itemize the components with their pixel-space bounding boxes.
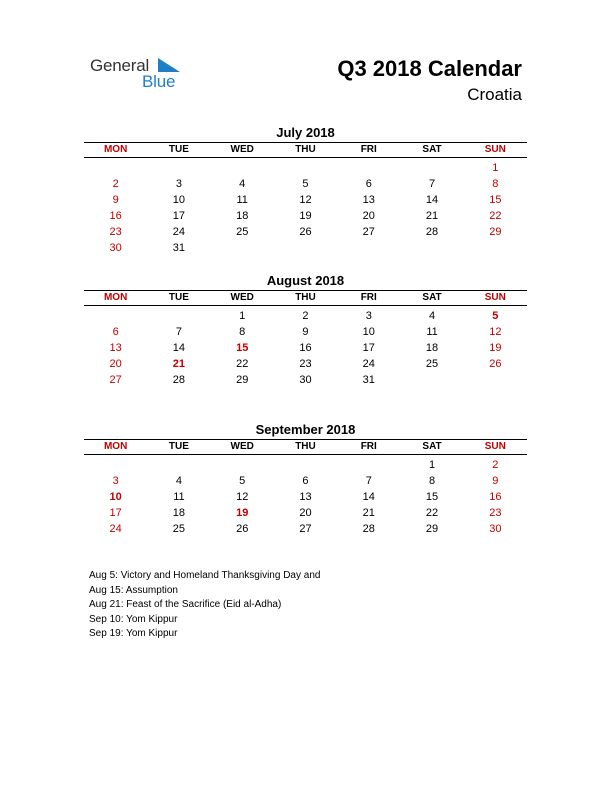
day-cell: 21 [425, 210, 439, 222]
day-cell [211, 457, 274, 473]
weekday-label: MON [103, 292, 128, 303]
day-cell: 1 [492, 162, 499, 174]
month-weeks [84, 308, 527, 388]
holiday-item: Aug 5: Victory and Homeland Thanksgiving Day and [89, 570, 321, 581]
day-cell: 23 [299, 358, 312, 370]
week-row [84, 521, 527, 537]
day-cell: 7 [428, 178, 436, 190]
day-cell: 10 [362, 326, 375, 338]
month-weeks [84, 160, 527, 256]
day-cell: 26 [299, 226, 312, 238]
day-cell: 16 [299, 342, 312, 354]
day-cell [400, 372, 463, 388]
day-cell [464, 240, 527, 256]
day-cell: 11 [173, 491, 185, 503]
day-cell [337, 160, 400, 176]
day-cell: 19 [299, 210, 312, 222]
day-cell: 2 [112, 178, 119, 190]
day-cell: 30 [109, 242, 122, 254]
day-cell: 22 [425, 507, 439, 519]
day-cell: 2 [492, 459, 499, 471]
day-cell: 3 [365, 310, 372, 322]
holiday-item: Aug 21: Feast of the Sacrifice (Eid al-Adha) [89, 599, 282, 610]
logo-triangle-icon [158, 58, 180, 72]
day-cell: 21 [172, 358, 186, 370]
day-cell: 27 [109, 374, 122, 386]
day-cell: 25 [425, 358, 439, 370]
day-cell: 20 [362, 210, 375, 222]
day-cell: 4 [428, 310, 436, 322]
day-cell: 15 [425, 491, 439, 503]
weekday-label: SUN [484, 441, 506, 452]
day-cell: 30 [299, 374, 312, 386]
day-cell: 28 [425, 226, 439, 238]
day-cell [147, 160, 210, 176]
day-cell: 9 [492, 475, 499, 487]
logo-general-text: General [90, 56, 150, 75]
day-cell: 11 [236, 194, 248, 206]
day-cell: 3 [112, 475, 119, 487]
day-cell: 18 [425, 342, 439, 354]
day-cell [337, 457, 400, 473]
week-row [84, 505, 527, 521]
day-cell: 29 [489, 226, 502, 238]
day-cell: 12 [299, 194, 312, 206]
day-cell: 29 [236, 374, 249, 386]
day-cell: 5 [492, 310, 499, 322]
holiday-item: Sep 10: Yom Kippur [89, 613, 178, 625]
weekday-label: WED [230, 441, 254, 452]
day-cell: 31 [362, 374, 375, 386]
day-cell: 23 [109, 226, 122, 238]
weekday-label: SUN [484, 144, 506, 155]
weekday-label: TUE [168, 144, 189, 155]
week-row [84, 176, 527, 192]
day-cell: 25 [172, 523, 186, 535]
weekday-label: FRI [360, 144, 377, 155]
weekday-label: TUE [168, 292, 189, 303]
day-cell: 9 [302, 326, 309, 338]
week-row [84, 324, 527, 340]
day-cell: 18 [172, 507, 186, 519]
day-cell: 5 [302, 178, 309, 190]
day-cell: 26 [489, 358, 502, 370]
day-cell: 1 [428, 459, 436, 471]
weekday-label: FRI [360, 292, 377, 303]
day-cell [464, 372, 527, 388]
weekday-label: THU [295, 144, 316, 155]
day-cell: 13 [362, 194, 375, 206]
day-cell: 11 [426, 326, 438, 338]
month-title: July 2018 [276, 125, 335, 140]
day-cell: 22 [489, 210, 502, 222]
day-cell [274, 240, 337, 256]
day-cell [400, 160, 463, 176]
weekday-label: THU [295, 292, 316, 303]
day-cell: 1 [239, 310, 246, 322]
month-september [84, 421, 527, 537]
day-cell: 7 [175, 326, 182, 338]
day-cell: 12 [489, 326, 502, 338]
day-cell: 7 [365, 475, 372, 487]
week-row [84, 208, 527, 224]
month-august [84, 272, 527, 388]
holiday-item: Sep 19: Yom Kippur [89, 628, 178, 639]
day-cell: 17 [109, 507, 122, 519]
holiday-list [89, 569, 320, 642]
day-cell [147, 308, 210, 324]
weekday-header [84, 142, 527, 158]
day-cell: 20 [109, 358, 122, 370]
day-cell: 15 [236, 342, 249, 354]
weekday-label: FRI [360, 441, 377, 452]
page-title: Q3 2018 Calendar [337, 56, 522, 81]
day-cell: 24 [172, 226, 186, 238]
day-cell: 21 [362, 507, 375, 519]
week-row [84, 224, 527, 240]
weekday-label: SUN [484, 292, 506, 303]
weekday-label: SAT [422, 441, 442, 452]
month-title: August 2018 [266, 273, 345, 288]
day-cell [211, 240, 274, 256]
day-cell: 10 [109, 491, 122, 503]
logo-blue-text: Blue [142, 72, 176, 91]
day-cell [211, 160, 274, 176]
month-july [84, 124, 527, 256]
day-cell: 14 [172, 342, 186, 354]
holiday-item: Aug 15: Assumption [89, 584, 178, 596]
day-cell: 3 [175, 178, 182, 190]
day-cell: 4 [239, 178, 246, 190]
day-cell: 19 [236, 507, 249, 519]
weekday-label: MON [103, 144, 128, 155]
page-subtitle: Croatia [467, 85, 522, 104]
day-cell: 16 [489, 491, 502, 503]
day-cell: 29 [425, 523, 439, 535]
day-cell: 17 [362, 342, 375, 354]
weekday-header [84, 290, 527, 306]
month-weeks [84, 457, 527, 537]
weekday-label: TUE [168, 441, 189, 452]
day-cell: 31 [172, 242, 186, 254]
month-title: September 2018 [255, 422, 356, 437]
day-cell: 9 [112, 194, 119, 206]
day-cell: 23 [489, 507, 502, 519]
day-cell: 12 [236, 491, 249, 503]
day-cell: 14 [425, 194, 439, 206]
day-cell: 13 [109, 342, 122, 354]
weekday-label: MON [103, 441, 128, 452]
day-cell: 30 [489, 523, 502, 535]
week-row [84, 240, 527, 256]
day-cell [400, 240, 463, 256]
weekday-header [84, 439, 527, 455]
day-cell: 24 [109, 523, 122, 535]
weekday-label: WED [230, 292, 254, 303]
day-cell: 15 [489, 194, 502, 206]
week-row [84, 160, 527, 176]
day-cell: 26 [236, 523, 249, 535]
day-cell: 18 [236, 210, 249, 222]
week-row [84, 308, 527, 324]
week-row [84, 457, 527, 473]
day-cell: 5 [239, 475, 246, 487]
week-row [84, 356, 527, 372]
day-cell: 8 [428, 475, 436, 487]
day-cell: 25 [236, 226, 249, 238]
weekday-label: SAT [422, 292, 442, 303]
day-cell: 14 [362, 491, 375, 503]
week-row [84, 489, 527, 505]
day-cell: 27 [362, 226, 375, 238]
week-row [84, 372, 527, 388]
day-cell: 13 [299, 491, 312, 503]
day-cell [84, 457, 147, 473]
week-row [84, 473, 527, 489]
logo [90, 56, 200, 96]
day-cell: 22 [236, 358, 249, 370]
day-cell: 8 [492, 178, 499, 190]
day-cell: 6 [365, 178, 372, 190]
day-cell: 10 [172, 194, 186, 206]
day-cell: 6 [112, 326, 119, 338]
day-cell: 24 [362, 358, 375, 370]
day-cell: 20 [299, 507, 312, 519]
day-cell [274, 457, 337, 473]
day-cell: 28 [362, 523, 375, 535]
day-cell: 19 [489, 342, 502, 354]
day-cell: 2 [302, 310, 309, 322]
day-cell: 6 [302, 475, 309, 487]
day-cell: 28 [172, 374, 186, 386]
weekday-label: SAT [422, 144, 442, 155]
week-row [84, 192, 527, 208]
day-cell: 27 [299, 523, 312, 535]
day-cell [84, 160, 147, 176]
day-cell [84, 308, 147, 324]
day-cell [337, 240, 400, 256]
weekday-label: THU [295, 441, 316, 452]
week-row [84, 340, 527, 356]
day-cell: 8 [239, 326, 246, 338]
weekday-label: WED [230, 144, 254, 155]
day-cell: 16 [109, 210, 122, 222]
day-cell: 4 [175, 475, 182, 487]
day-cell: 17 [172, 210, 186, 222]
day-cell [274, 160, 337, 176]
day-cell [147, 457, 210, 473]
